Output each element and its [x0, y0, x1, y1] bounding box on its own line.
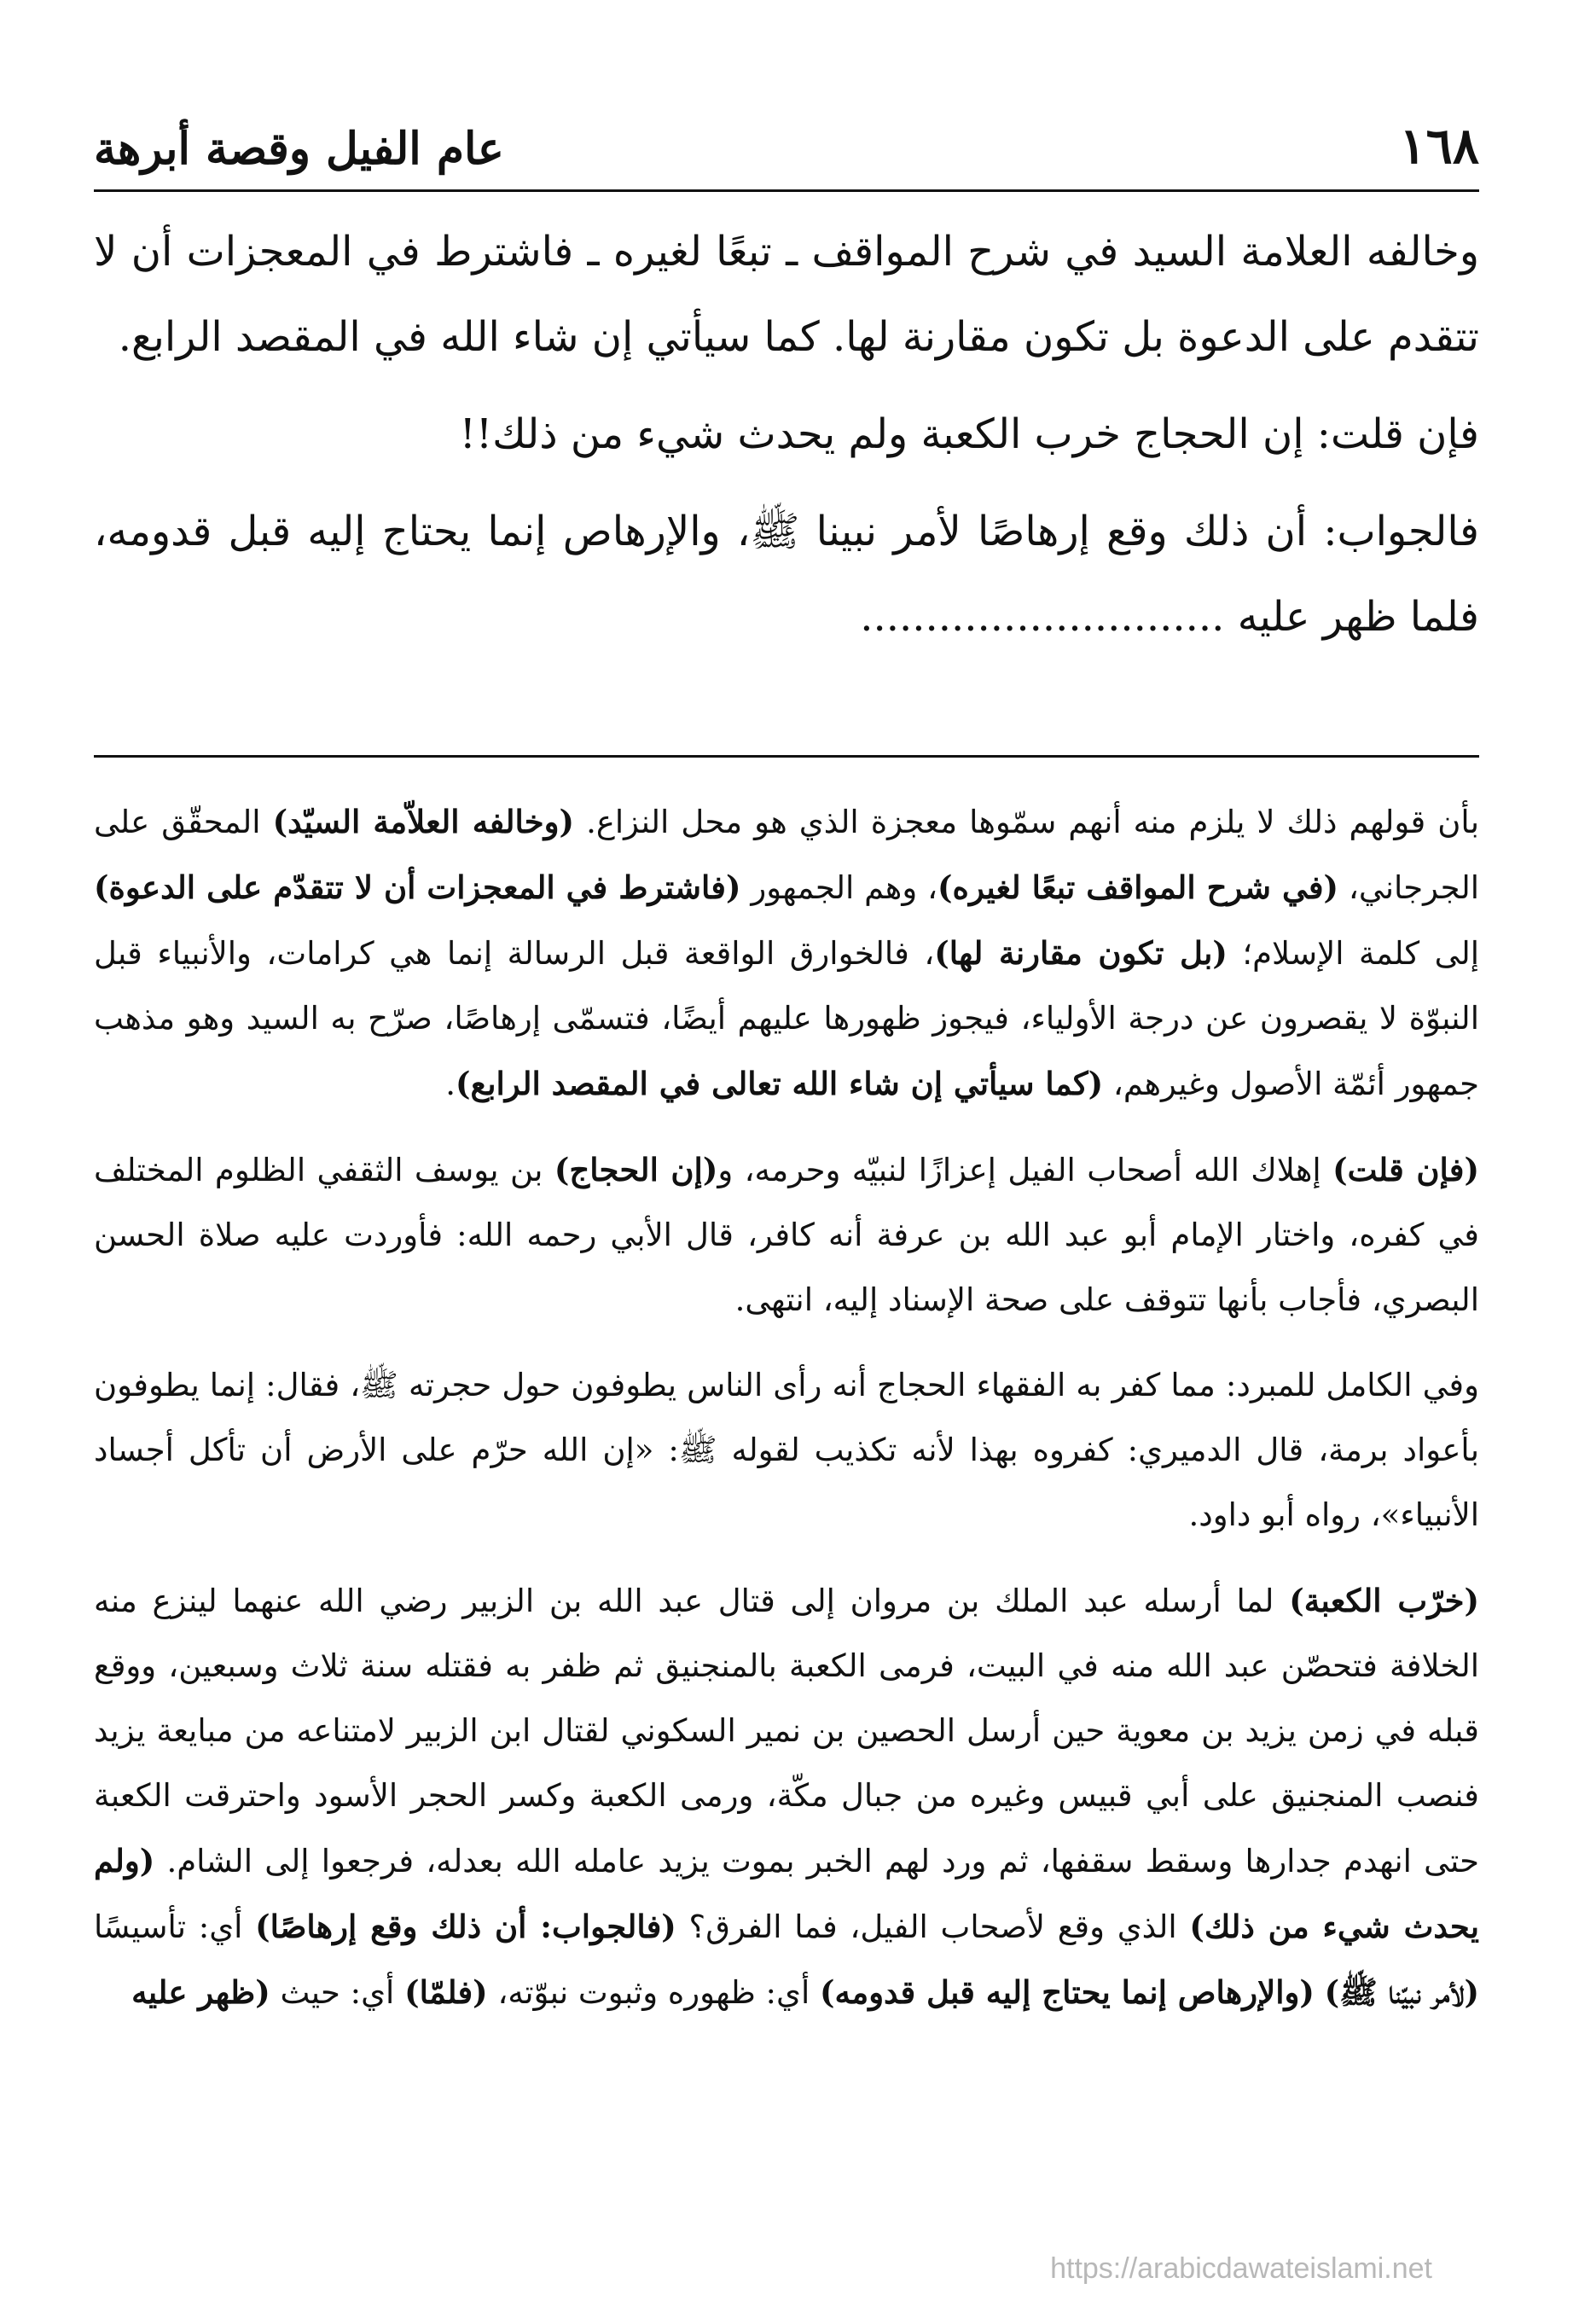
commentary-paragraph	[94, 1568, 1479, 2025]
quoted-main-text: (فالجواب: أن ذلك وقع إرهاصًا)	[255, 1908, 676, 1945]
quoted-main-text: (لأمر نبيّنا ﷺ)	[1324, 1973, 1479, 2011]
commentary-paragraph	[94, 1137, 1479, 1333]
commentary-run: أي: ظهوره وثبوت نبوّته،	[487, 1974, 821, 2011]
quoted-main-text: (فإن قلت)	[1332, 1151, 1480, 1188]
quoted-main-text: (وخالفه العلاّمة السيّد)	[272, 803, 575, 840]
commentary-run: ، فالخوارق الواقعة قبل الرسالة إنما هي كرامات، والأنبياء قبل النبوّة لا يقصرون عن درجة الأولياء، فيجوز ظهورها عليهم أيضًا، فتسمّى إرهاصًا، صرّح به السيد وهو مذهب جمهور أئمّة الأصول وغيرهم،	[94, 935, 1479, 1102]
commentary-paragraph	[94, 789, 1479, 1117]
main-paragraph	[94, 489, 1479, 659]
commentary-run: وفي الكامل للمبرد: مما كفر به الفقهاء الحجاج أنه رأى الناس يطوفون حول حجرته ﷺ، فقال: إنما يطوفون بأعواد برمة، قال الدميري: كفروه بهذا لأنه تكذيب لقوله ﷺ: «إن الله حرّم على الأرض أن تأكل أجساد الأنبياء»، رواه أبو داود.	[94, 1367, 1479, 1533]
quoted-main-text: (كما سيأتي إن شاء الله تعالى في المقصد الرابع)	[456, 1065, 1104, 1102]
commentary-run: بأن قولهم ذلك لا يلزم منه أنهم سمّوها معجزة الذي هو محل النزاع.	[574, 804, 1479, 840]
commentary-run: إلى كلمة الإسلام؛	[1227, 935, 1480, 972]
commentary-run: ، وهم الجمهور	[740, 869, 938, 906]
commentary-paragraph	[94, 1353, 1479, 1548]
running-title: عام الفيل وقصة أبرهة	[94, 123, 504, 175]
commentary-run	[1315, 1974, 1325, 2011]
continuation-dots: ............................	[860, 593, 1225, 641]
quoted-main-text: (والإرهاص إنما يحتاج إليه قبل قدومه)	[820, 1973, 1315, 2011]
page-number: ١٦٨	[1399, 117, 1479, 175]
quoted-main-text: (فاشترط في المعجزات أن لا تتقدّم على الدعوة)	[94, 869, 741, 906]
main-paragraph: فإن قلت: إن الحجاج خرب الكعبة ولم يحدث شيء من ذلك!!	[459, 410, 1479, 458]
quoted-main-text: (ولم يحدث شيء من ذلك)	[94, 1842, 1480, 1945]
commentary-text	[94, 789, 1479, 2046]
commentary-rule	[94, 755, 1479, 758]
commentary-run: المحقّق على الجرجاني،	[94, 804, 1480, 906]
commentary-run: إهلاك الله أصحاب الفيل إعزازًا لنبيّه وحرمه، و	[717, 1152, 1333, 1188]
main-text	[94, 209, 1479, 671]
quoted-main-text: (في شرح المواقف تبعًا لغيره)	[937, 869, 1339, 906]
commentary-run: الذي وقع لأصحاب الفيل، فما الفرق؟	[676, 1909, 1190, 1945]
commentary-run: بن يوسف الثقفي الظلوم المختلف في كفره، واختار الإمام أبو عبد الله بن عرفة أنه كافر، قال الأبي رحمه الله: فأوردت عليه صلاة الحسن البصري، فأجاب بأنها تتوقف على صحة الإسناد إليه، انتهى.	[94, 1152, 1479, 1318]
quoted-main-text: (إن الحجاج)	[554, 1151, 718, 1188]
quoted-main-text: (بل تكون مقارنة لها)	[934, 934, 1228, 972]
quoted-main-text: (ظهر عليه	[131, 1973, 270, 2011]
main-paragraph-text: فالجواب: أن ذلك وقع إرهاصًا لأمر نبينا ﷺ، والإرهاص إنما يحتاج إليه قبل قدومه، فلما ظهر عليه	[94, 508, 1479, 641]
commentary-run: .	[445, 1066, 456, 1102]
commentary-run: أي: حيث	[270, 1974, 405, 2011]
quoted-main-text: (خرّب الكعبة)	[1289, 1582, 1480, 1619]
header-rule	[94, 189, 1479, 192]
commentary-run: لما أرسله عبد الملك بن مروان إلى قتال عبد الله بن الزبير رضي الله عنهما لينزع منه الخلافة فتحصّن عبد الله منه في البيت، فرمى الكعبة بالمنجنيق ثم ظفر به فقتله سنة ثلاث وسبعين، ووقع قبله في زمن يزيد بن معوية حين أرسل الحصين بن نمير السكوني لقتال ابن الزبير لامتناعه من مبايعة يزيد فنصب المنجنيق على أبي قبيس وغيره من جبال مكّة، ورمى الكعبة وكسر الحجر الأسود واحترقت الكعبة حتى انهدم جدارها وسقط سقفها، ثم ورد لهم الخبر بموت يزيد عامله الله بعدله، فرجعوا إلى الشام.	[94, 1583, 1479, 1880]
page-header	[94, 81, 1479, 175]
main-paragraph: وخالفه العلامة السيد في شرح المواقف ـ تبعًا لغيره ـ فاشترط في المعجزات أن لا تتقدم على الدعوة بل تكون مقارنة لها. كما سيأتي إن شاء الله في المقصد الرابع.	[94, 228, 1479, 361]
watermark-url: https://arabicdawateislami.net	[1050, 2252, 1432, 2285]
quoted-main-text: (فلمّا)	[404, 1973, 488, 2011]
commentary-run: أي: تأسيسًا	[94, 1909, 256, 1945]
